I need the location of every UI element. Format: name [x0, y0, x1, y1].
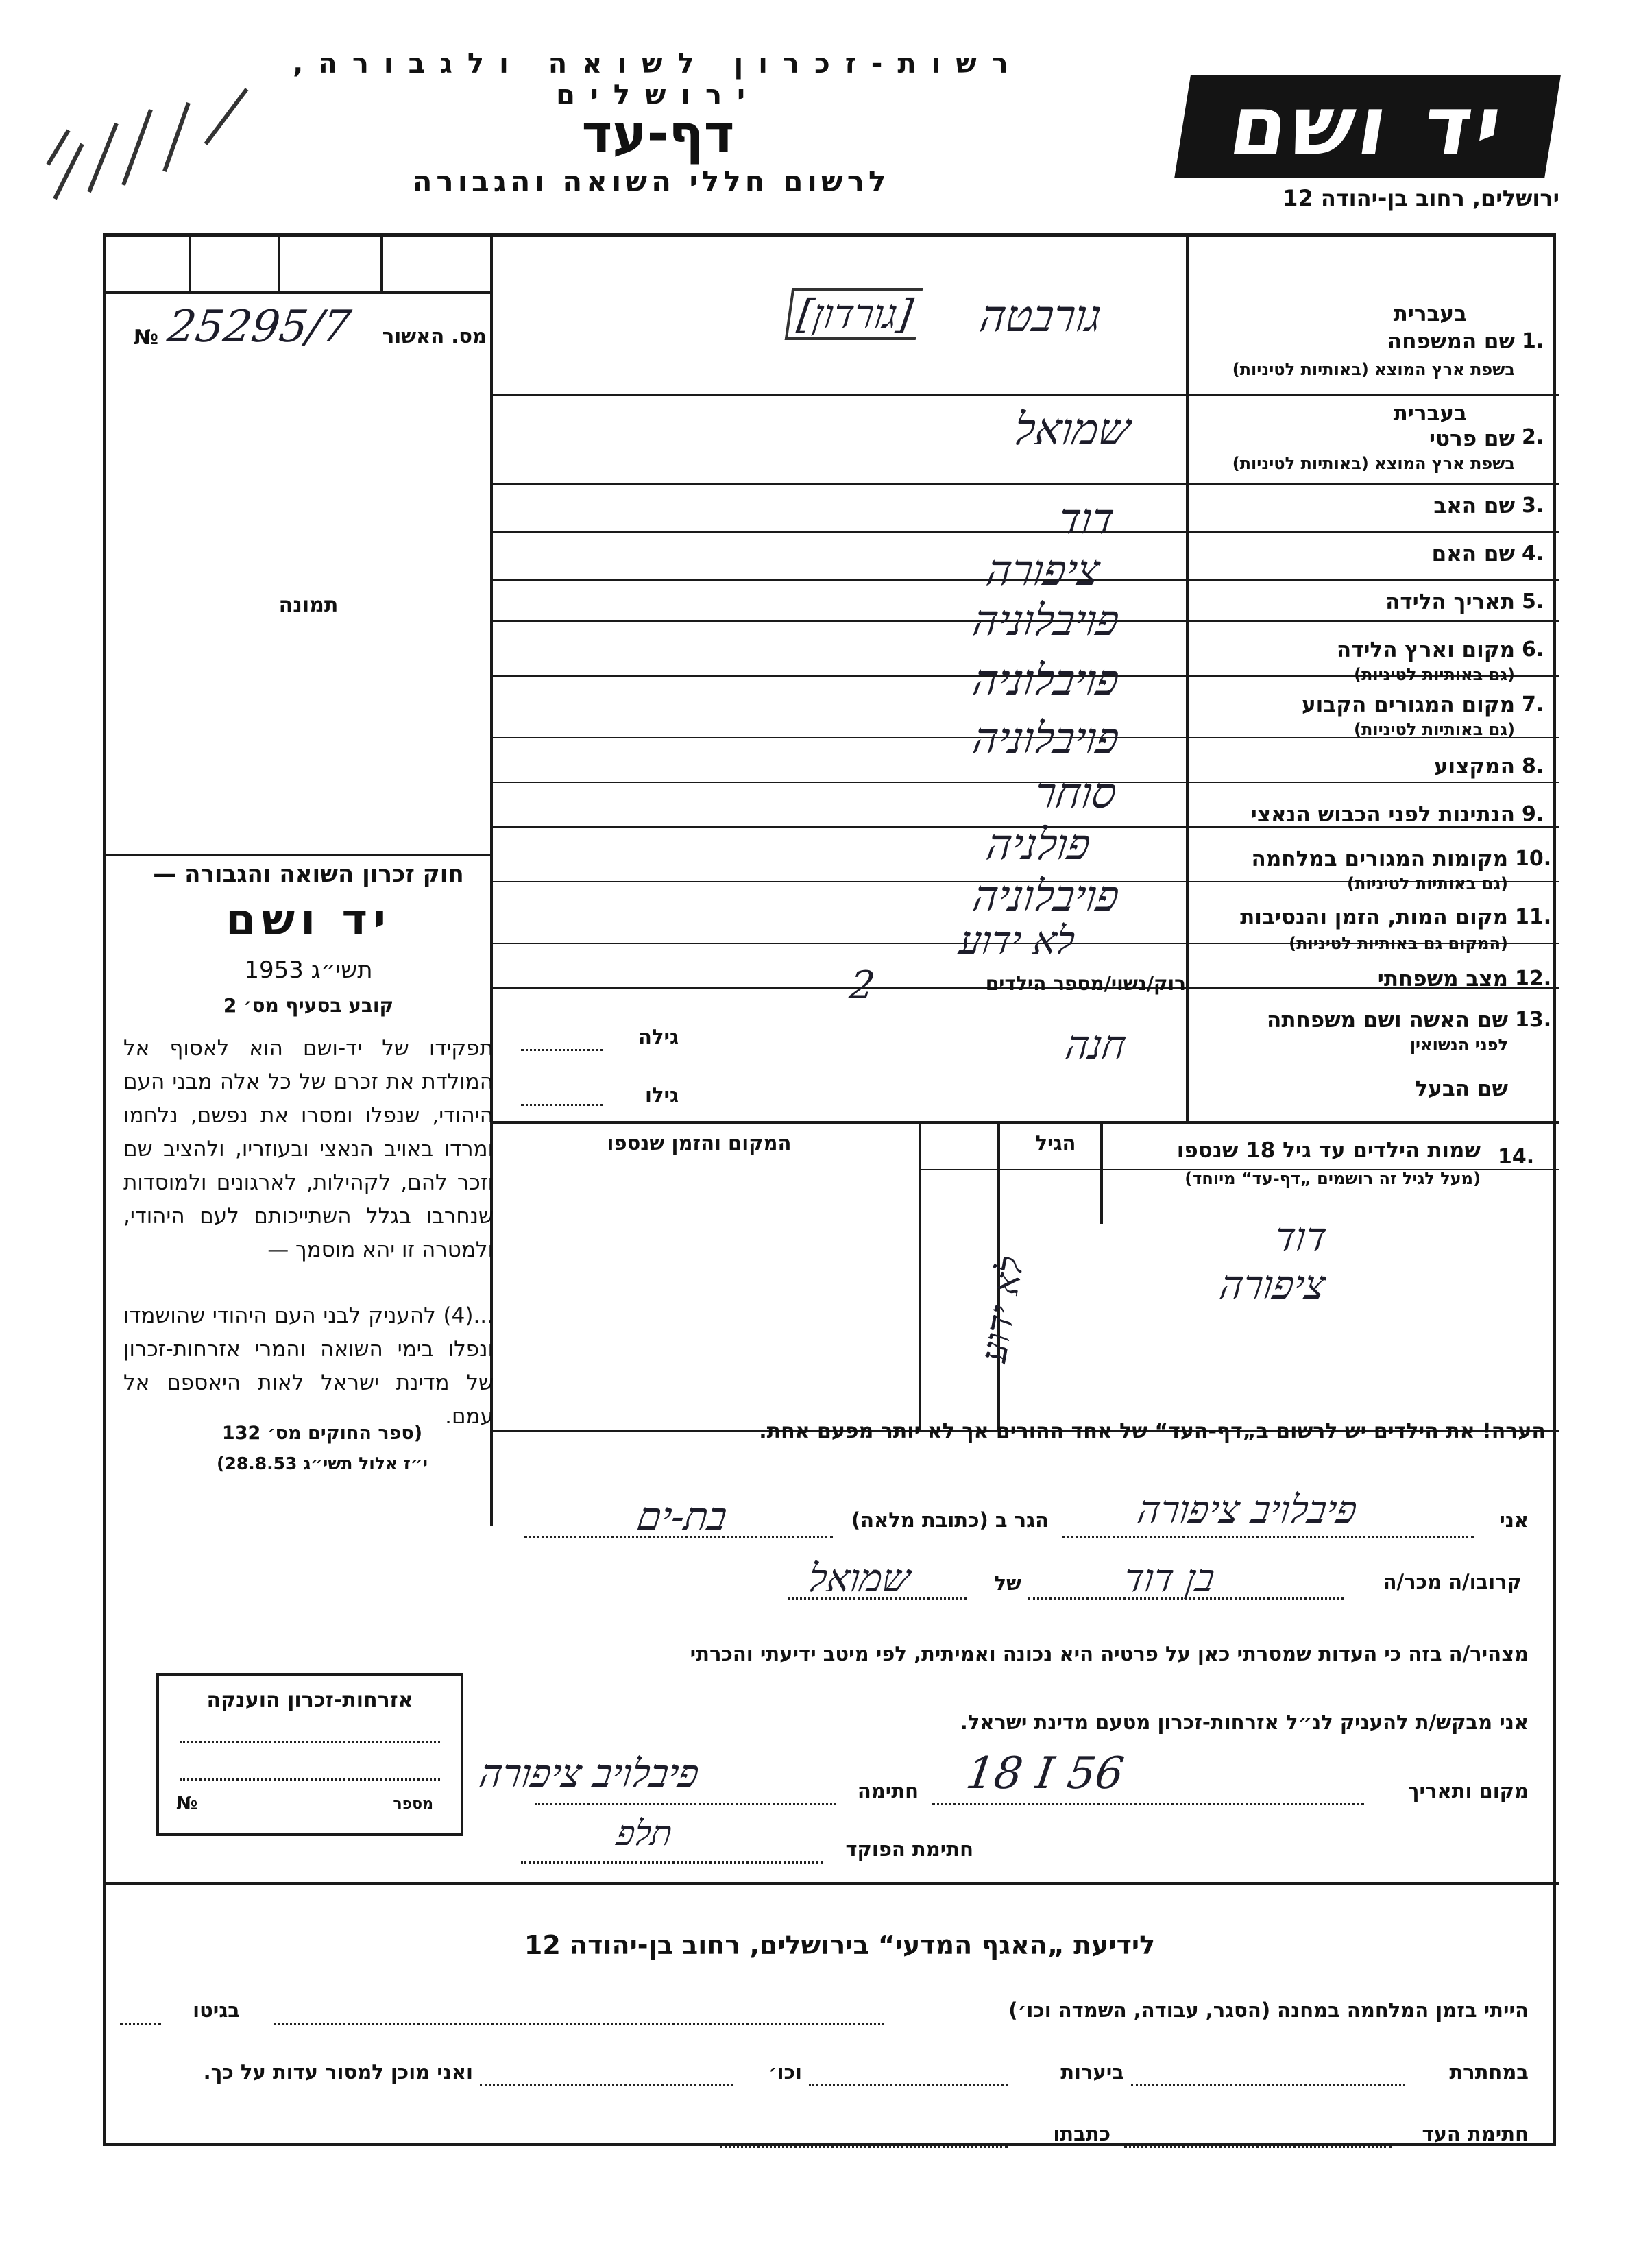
- declarant-label: אני: [1499, 1508, 1529, 1532]
- certificate-number-label: מספר: [393, 1796, 433, 1813]
- footer-title: לידיעת „האגף המדעי“ בירושלים, רחוב בן-יהודה 12: [524, 1930, 1156, 1960]
- wife-age-label: גילה: [638, 1025, 679, 1048]
- father-name-value: דוד: [1055, 494, 1118, 544]
- footer-testimony-label: ואני מוכן למסור עדות על כך.: [203, 2060, 473, 2084]
- footer-underground-label: במחתרת: [1449, 2060, 1529, 2084]
- field-2-hebrew-note: בעברית: [1393, 401, 1467, 426]
- field-14-number: 14.: [1498, 1145, 1535, 1169]
- field-6-number: 6.: [1522, 638, 1544, 662]
- field-6-latin-note: (גם באותיות לטיניות): [1354, 665, 1515, 684]
- relation-of-label: של: [994, 1571, 1021, 1595]
- children-age-header: הגיל: [1035, 1131, 1076, 1155]
- field-1-hebrew-note: בעברית: [1393, 302, 1467, 326]
- children-note-line: הערה! את הילדים יש לרשום ב„דף-העד“ של אחד ההורים אך לא יותר מפעם אחת.: [759, 1419, 1546, 1443]
- form-subtitle: לרשום חללי השואה והגבורה: [412, 165, 890, 198]
- field-3-label: שם האב: [1433, 494, 1515, 518]
- field-11-latin-note: (המקום גם באותיות לטיניות): [1289, 934, 1508, 953]
- field-1-label: שם המשפחה: [1387, 329, 1515, 354]
- registration-number-value: 25295/7: [164, 302, 354, 352]
- organization-line: רשות-זכרון לשואה ולגבורה, ירושלים: [293, 48, 1023, 111]
- profession-value: סוחר: [1031, 768, 1120, 818]
- field-7-number: 7.: [1522, 692, 1544, 716]
- footer-camp-label: הייתי בזמן המלחמה במחנה (הסגר, עבודה, השמדה וכו׳): [1008, 1999, 1529, 2022]
- law-source: (ספר החוקים מס׳ 132: [221, 1423, 423, 1444]
- footer-witness-signature-label: חתימת העד: [1422, 2122, 1529, 2145]
- footer-address-label: כתבתו: [1053, 2122, 1110, 2145]
- field-5-number: 5.: [1522, 590, 1544, 614]
- field-8-number: 8.: [1522, 754, 1544, 778]
- photo-placeholder-label: תמונה: [278, 593, 339, 617]
- date-value: 18 I 56: [962, 1748, 1128, 1799]
- field-13-number: 13.: [1515, 1008, 1552, 1032]
- residence-value: פויבלוניה: [969, 713, 1123, 763]
- declarant-name-value: פיבלויב ציפורה: [1134, 1488, 1360, 1532]
- officer-signature-value: תלפ: [614, 1813, 675, 1853]
- field-10-latin-note: (גם באותיות לטיניות): [1347, 874, 1508, 893]
- field-6-label: מקום וארץ הלידה: [1336, 638, 1515, 662]
- field-11-number: 11.: [1515, 905, 1552, 929]
- children-place-divider: [919, 1121, 921, 1430]
- certificate-title: אזרחות-זכרון הוענקה: [206, 1688, 413, 1712]
- field-12-children-label: רוק/נשוי/מספר הילדים: [985, 972, 1186, 995]
- children-label: שמות הילדים עד גיל 18 שנספו: [1176, 1138, 1481, 1163]
- corner-scribble: [41, 62, 260, 219]
- field-13-label: שם האשה ושם משפחתה: [1267, 1008, 1508, 1033]
- wife-name-value: חנה: [1062, 1022, 1129, 1068]
- registration-number-mark: №: [134, 326, 159, 350]
- field-8-label: המקצוע: [1433, 754, 1515, 779]
- children-count-value: 2: [847, 963, 878, 1008]
- field-1-latin-note: בשפת ארץ המוצא (באותיות לטיניות): [1232, 360, 1515, 379]
- relation-value: בן דוד: [1121, 1556, 1217, 1601]
- registration-label: מס. האשור: [382, 324, 487, 348]
- children-age-value: לא ידוע: [973, 1253, 1032, 1366]
- relation-of-value: שמואל: [805, 1556, 913, 1601]
- certificate-number-mark: №: [176, 1794, 198, 1814]
- footer-etc-label: וכו׳: [768, 2060, 802, 2084]
- declarant-address-value: בת-ים: [634, 1495, 730, 1539]
- declaration-statement: מצהיר/ה בזה כי העדות שמסרתי כאן על פרטיה היא נכונה ואמיתית, לפי מיטב ידיעתי והכרתי: [690, 1642, 1529, 1665]
- signature-label: חתימה: [857, 1779, 919, 1802]
- field-12-number: 12.: [1515, 967, 1552, 991]
- law-title: חוק זכרון השואה והגבורה —: [153, 860, 464, 888]
- field-2-label: שם פרטי: [1429, 426, 1515, 451]
- declarant-address-label: הגר ב (כתובת מלאה): [851, 1508, 1049, 1532]
- children-place-header: המקום והזמן שנספו: [607, 1131, 792, 1155]
- field-7-latin-note: (גם באותיות לטיניות): [1354, 720, 1515, 739]
- wartime-residence-value: פויבלוניה: [969, 871, 1123, 921]
- field-2-number: 2.: [1522, 425, 1544, 449]
- death-place-value: לא ידוע: [956, 919, 1078, 963]
- field-12-label: מצב משפחתי: [1377, 967, 1508, 991]
- law-text: תפקידו של יד-ושם הוא לאסוף אל המולדת את זכרם של כל אלה מבני העם היהודי, שנפלו ומסרו את נפשם, נלחמו ומרדו באויב הנאצי ובעוזריו, ולהציב שם וזכר להם, לקהילות, לארגונים ולמוסדות שנחרבו בגלל השתייכותם לעם היהודי, ולמטרה זו יהא מוסמך —: [123, 1036, 494, 1262]
- yad-vashem-logo: יד ושם: [1174, 75, 1561, 178]
- signature-value: פיבלויב ציפורה: [476, 1752, 702, 1796]
- field-1-number: 1.: [1522, 329, 1544, 353]
- field-9-label: הנתינות לפני הכבוש הנאצי: [1250, 802, 1515, 827]
- field-9-number: 9.: [1522, 802, 1544, 826]
- field-13-maiden-note: לפני הנשואין: [1409, 1035, 1508, 1054]
- child-1-name: דוד: [1272, 1214, 1330, 1260]
- field-7-label: מקום המגורים הקבוע: [1302, 692, 1515, 717]
- birth-place-value: פויבלוניה: [969, 655, 1123, 705]
- husband-age-label: גילו: [645, 1083, 679, 1107]
- footer-ghetto-label: בגיטו: [193, 1999, 240, 2022]
- husband-name-label: שם הבעל: [1415, 1076, 1508, 1101]
- form-title: דף-עד: [581, 103, 735, 164]
- field-10-number: 10.: [1515, 847, 1552, 871]
- field-11-label: מקום המות, הזמן והנסיבות: [1240, 905, 1508, 930]
- field-2-latin-note: בשפת ארץ המוצא (באותיות לטיניות): [1232, 454, 1515, 473]
- birth-date-value: פויבלוניה: [969, 595, 1123, 645]
- family-name-alt-value: [גורדון]: [785, 288, 923, 340]
- field-5-label: תאריך הלידה: [1385, 590, 1515, 614]
- relation-label: קרובו/ה מכר/ה: [1383, 1570, 1522, 1593]
- field-10-label: מקומות המגורים במלחמה: [1251, 847, 1508, 871]
- declaration-request: אני מבקש/ת להעניק לנ״ל אזרחות-זכרון מטעם מדינת ישראל.: [960, 1711, 1529, 1734]
- nationality-value: פולניה: [983, 819, 1094, 869]
- memorial-citizenship-box: [156, 1673, 463, 1836]
- family-name-value: גורבטה: [976, 291, 1105, 342]
- footer-forests-label: ביערות: [1060, 2060, 1124, 2084]
- field-3-number: 3.: [1522, 494, 1544, 518]
- law-clause: קובע בסעיף מס׳ 2: [223, 994, 394, 1017]
- law-name: יד ושם: [226, 895, 391, 945]
- first-name-value: שמואל: [1010, 405, 1134, 455]
- header-address: ירושלים, רחוב בן-יהודה 12: [1283, 185, 1559, 211]
- mother-name-value: ציפורה: [983, 545, 1104, 595]
- law-year: תשי״ג 1953: [244, 956, 373, 984]
- children-note: (מעל לגיל זה רושמים „דף-עד“ מיוחד): [1185, 1169, 1481, 1188]
- field-4-number: 4.: [1522, 542, 1544, 566]
- place-date-label: מקום ותאריך: [1407, 1779, 1529, 1802]
- law-text-clause-4: ...(4) להעניק לבני העם היהודי שהושמדו ונפלו בימי השואה והמרי אזרחות-זכרון של מדינת ישראל לאות היאספם אל עמם.: [123, 1303, 494, 1429]
- field-4-label: שם האם: [1431, 542, 1515, 566]
- child-2-name: ציפורה: [1217, 1262, 1329, 1308]
- officer-signature-label: חתימת הפוקד: [845, 1837, 973, 1861]
- law-date: י״ז אלול תשי״ג 28.8.53): [217, 1454, 428, 1473]
